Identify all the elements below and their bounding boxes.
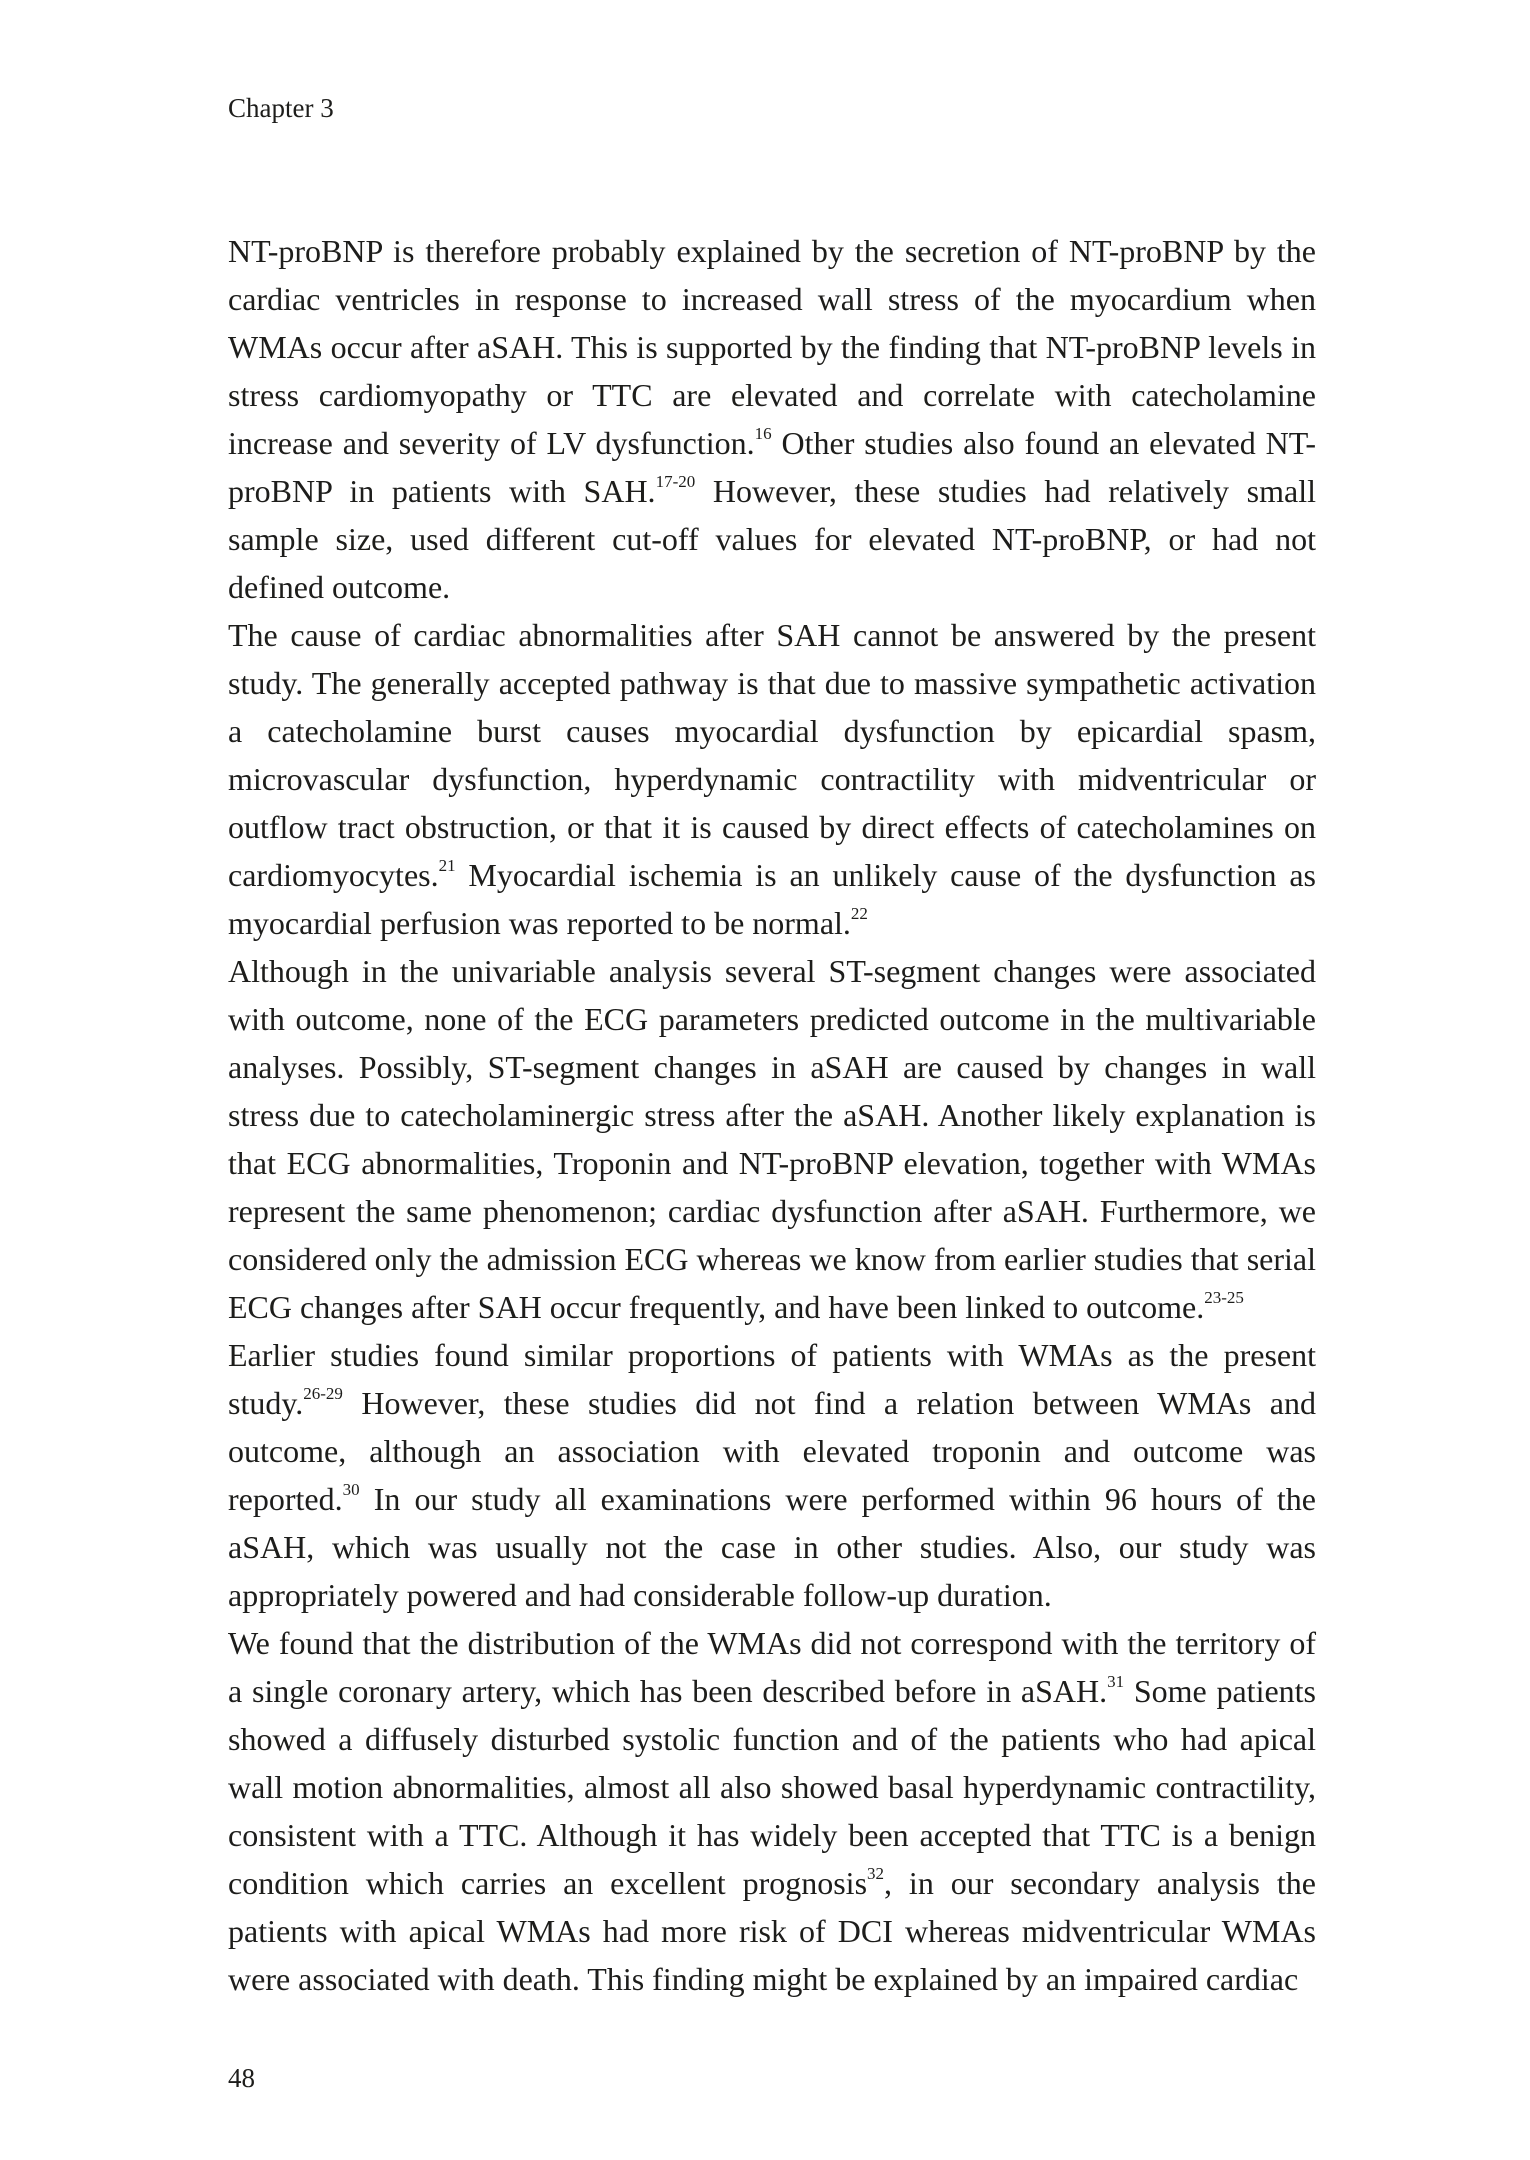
- text-segment: Myocardial ischemia is an unlikely cause of the dysfunction as myocardial perfusion was reported to be normal.: [228, 857, 1316, 941]
- citation-superscript: 23-25: [1204, 1288, 1244, 1307]
- text-segment: Some patients showed a diffusely disturbed systolic function and of the patients who had apical wall motion abnormalities, almost all also showed basal hyperdynamic contractility, consistent with a TTC. Although it has widely been accepted that TTC is a benign condition which carries an excellent prognosis: [228, 1673, 1317, 1901]
- body-text: [228, 227, 1316, 2003]
- citation-superscript: 16: [754, 424, 772, 443]
- citation-superscript: 32: [867, 1864, 885, 1883]
- citation-superscript: 22: [850, 904, 868, 923]
- text-segment: NT-proBNP is therefore probably explained by the secretion of NT-proBNP by the cardiac ventricles in response to increased wall stress of the myocardium when WMAs occur after aSAH. This is supported by the finding that NT-proBNP levels in stress cardiomyopathy or TTC are elevated and correlate with catecholamine increase and severity of LV dysfunction.: [228, 233, 1316, 461]
- citation-superscript: 31: [1107, 1672, 1125, 1691]
- text-segment: We found that the distribution of the WMAs did not correspond with the territory of a single coronary artery, which has been described before in aSAH.: [228, 1625, 1316, 1709]
- citation-superscript: 17-20: [655, 472, 696, 491]
- paragraph: [228, 1331, 1316, 1619]
- citation-superscript: 30: [342, 1480, 360, 1499]
- running-head: Chapter 3: [228, 93, 334, 123]
- paragraph: [228, 947, 1316, 1331]
- text-segment: Earlier studies found similar proportions of patients with WMAs as the present study.: [228, 1337, 1316, 1421]
- text-segment: However, these studies did not find a relation between WMAs and outcome, although an association with elevated troponin and outcome was reported.: [228, 1385, 1316, 1517]
- paragraph: [228, 611, 1316, 947]
- paragraph: [228, 227, 1316, 611]
- text-segment: Other studies also found an elevated NT-proBNP in patients with SAH.: [228, 425, 1317, 509]
- text-segment: The cause of cardiac abnormalities after SAH cannot be answered by the present study. The generally accepted pathway is that due to massive sympathetic activation a catecholamine burst causes myocardial dysfunction by epicardial spasm, microvascular dysfunction, hyperdynamic contractility with midventricular or outflow tract obstruction, or that it is caused by direct effects of catecholamines on cardiomyocytes.: [228, 617, 1316, 893]
- page-number: 48: [228, 2063, 255, 2093]
- text-segment: In our study all examinations were performed within 96 hours of the aSAH, which was usually not the case in other studies. Also, our study was appropriately powered and had considerable follow-up duration.: [228, 1481, 1316, 1613]
- text-segment: Although in the univariable analysis several ST-segment changes were associated with outcome, none of the ECG parameters predicted outcome in the multivariable analyses. Possibly, ST-segment changes in aSAH are caused by changes in wall stress due to catecholaminergic stress after the aSAH. Another likely explanation is that ECG abnormalities, Troponin and NT-proBNP elevation, together with WMAs represent the same phenomenon; cardiac dysfunction after aSAH. Furthermore, we considered only the admission ECG whereas we know from earlier studies that serial ECG changes after SAH occur frequently, and have been linked to outcome.: [228, 953, 1316, 1325]
- citation-superscript: 21: [438, 856, 456, 875]
- citation-superscript: 26-29: [303, 1384, 343, 1403]
- text-segment: , in our secondary analysis the patients with apical WMAs had more risk of DCI whereas midventricular WMAs were associated with death. This finding might be explained by an impaired cardiac: [228, 1865, 1316, 1997]
- text-segment: However, these studies had relatively small sample size, used different cut-off values for elevated NT-proBNP, or had not defined outcome.: [228, 473, 1317, 605]
- paragraph: [228, 1619, 1316, 2003]
